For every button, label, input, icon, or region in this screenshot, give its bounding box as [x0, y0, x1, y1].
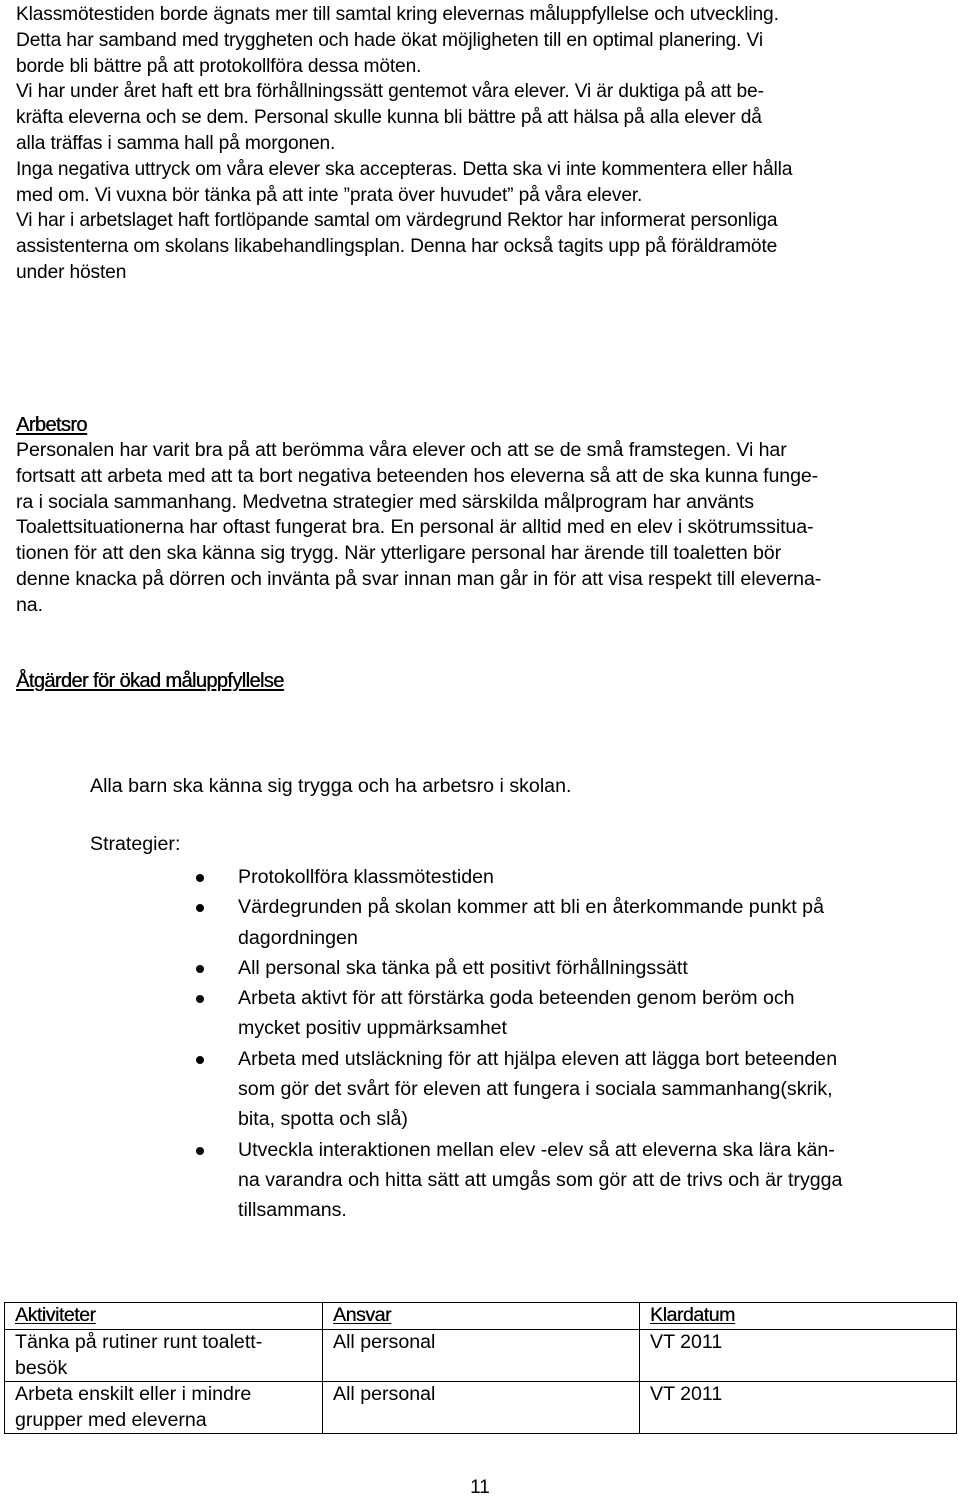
table-row [5, 1330, 957, 1382]
text-line: Personalen har varit bra på att berömma våra elever och att se de små framstegen. Vi har [16, 439, 787, 461]
table-cell-klardatum: VT 2011 [640, 1382, 957, 1434]
list-item-line: dagordningen [238, 926, 358, 949]
table-cell-aktivitet [5, 1382, 323, 1434]
text-line: Vi har i arbetslaget haft fortlöpande samtal om värdegrund Rektor har informerat personliga [16, 210, 778, 232]
text-line: borde bli bättre på att protokollföra dessa möten. [16, 55, 422, 77]
cell-line: Tänka på rutiner runt toalett- [15, 1331, 263, 1353]
action-plan-table [4, 1302, 957, 1434]
text-line: ra i sociala sammanhang. Medvetna strategier med särskilda målprogram har använts [16, 490, 754, 513]
text-line: med om. Vi vuxna bör tänka på att inte ”prata över huvudet” på våra elever. [16, 184, 643, 206]
text-line: Inga negativa uttryck om våra elever ska accepteras. Detta ska vi inte kommentera eller hålla [16, 158, 793, 180]
list-item [238, 892, 948, 953]
text-line: Detta har samband med tryggheten och hade ökat möjligheten till en optimal planering. Vi [16, 29, 763, 51]
table-cell-ansvar: All personal [323, 1382, 640, 1434]
cell-line: besök [15, 1356, 68, 1379]
list-item-line: bita, spotta och slå) [238, 1108, 408, 1131]
strategies-label: Strategier: [90, 833, 181, 855]
text-line: Vi har under året haft ett bra förhållningssätt gentemot våra elever. Vi är duktiga på att be- [16, 81, 764, 103]
text-line: assistenterna om skolans likabehandlingsplan. Denna har också tagits upp på föräldramöte [16, 236, 778, 258]
bullet-icon [196, 995, 204, 1003]
bullet-icon [196, 1056, 204, 1064]
arbetsro-paragraph [16, 438, 951, 619]
table-cell-ansvar: All personal [323, 1330, 640, 1382]
list-item-line: Utveckla interaktionen mellan elev -elev så att eleverna ska lära kän- [238, 1138, 835, 1161]
list-item-line: Värdegrunden på skolan kommer att bli en återkommande punkt på [238, 896, 824, 919]
table-cell-aktivitet [5, 1330, 323, 1382]
strategies-list [238, 862, 948, 1226]
text-line: fortsatt att arbeta med att ta bort negativa beteenden hos eleverna så att de ska kunna funge- [16, 464, 819, 487]
section-heading-arbetsro: Arbetsro [16, 414, 87, 436]
text-line: kräfta eleverna och se dem. Personal skulle kunna bli bättre på att hälsa på alla elever då [16, 107, 762, 129]
bullet-icon [196, 1147, 204, 1155]
text-line: alla träffas i samma hall på morgonen. [16, 132, 336, 154]
list-item-line: mycket positiv uppmärksamhet [238, 1017, 507, 1040]
list-item [238, 1135, 948, 1226]
text-line: Klassmötestiden borde ägnats mer till samtal kring elevernas måluppfyllelse och utveckling. [16, 4, 779, 25]
list-item [238, 983, 948, 1044]
list-item-line: All personal ska tänka på ett positivt förhållningssätt [238, 956, 688, 979]
list-item-line: tillsammans. [238, 1199, 347, 1222]
table-header-row [5, 1303, 957, 1330]
cell-line: Arbeta enskilt eller i mindre [15, 1383, 252, 1405]
column-header-aktiviteter: Aktiviteter [5, 1303, 323, 1330]
table-row [5, 1382, 957, 1434]
bullet-icon [196, 874, 204, 882]
goal-statement: Alla barn ska känna sig trygga och ha arbetsro i skolan. [90, 775, 572, 797]
bullet-icon [196, 965, 204, 973]
list-item-line: Arbeta med utsläckning för att hjälpa eleven att lägga bort beteenden [238, 1047, 838, 1070]
list-item-line: Protokollföra klassmötestiden [238, 866, 494, 888]
cell-line: grupper med eleverna [15, 1408, 207, 1431]
list-item [238, 1044, 948, 1135]
text-line: tionen för att den ska känna sig trygg. När ytterligare personal har ärende till toaletten bör [16, 542, 781, 565]
list-item-line: Arbeta aktivt för att förstärka goda beteenden genom beröm och [238, 987, 795, 1010]
page-number: 11 [470, 1477, 490, 1498]
list-item [238, 862, 948, 892]
text-line: Toalettsituationerna har oftast fungerat bra. En personal är alltid med en elev i skötrumssitua- [16, 516, 814, 539]
text-line: denne knacka på dörren och invänta på svar innan man går in för att visa respekt till eleverna- [16, 567, 822, 590]
column-header-ansvar: Ansvar [323, 1303, 640, 1330]
column-header-klardatum: Klardatum [640, 1303, 957, 1330]
table-cell-klardatum: VT 2011 [640, 1330, 957, 1382]
section-heading-atgarder: Åtgärder för ökad måluppfyllelse [16, 670, 284, 692]
list-item [238, 953, 948, 983]
text-line: under hösten [16, 261, 127, 283]
bullet-icon [196, 904, 204, 912]
intro-paragraph [16, 2, 951, 286]
text-line: na. [16, 593, 43, 616]
list-item-line: som gör det svårt för eleven att fungera i sociala sammanhang(skrik, [238, 1078, 833, 1101]
list-item-line: na varandra och hitta sätt att umgås som gör att de trivs och är trygga [238, 1168, 843, 1191]
